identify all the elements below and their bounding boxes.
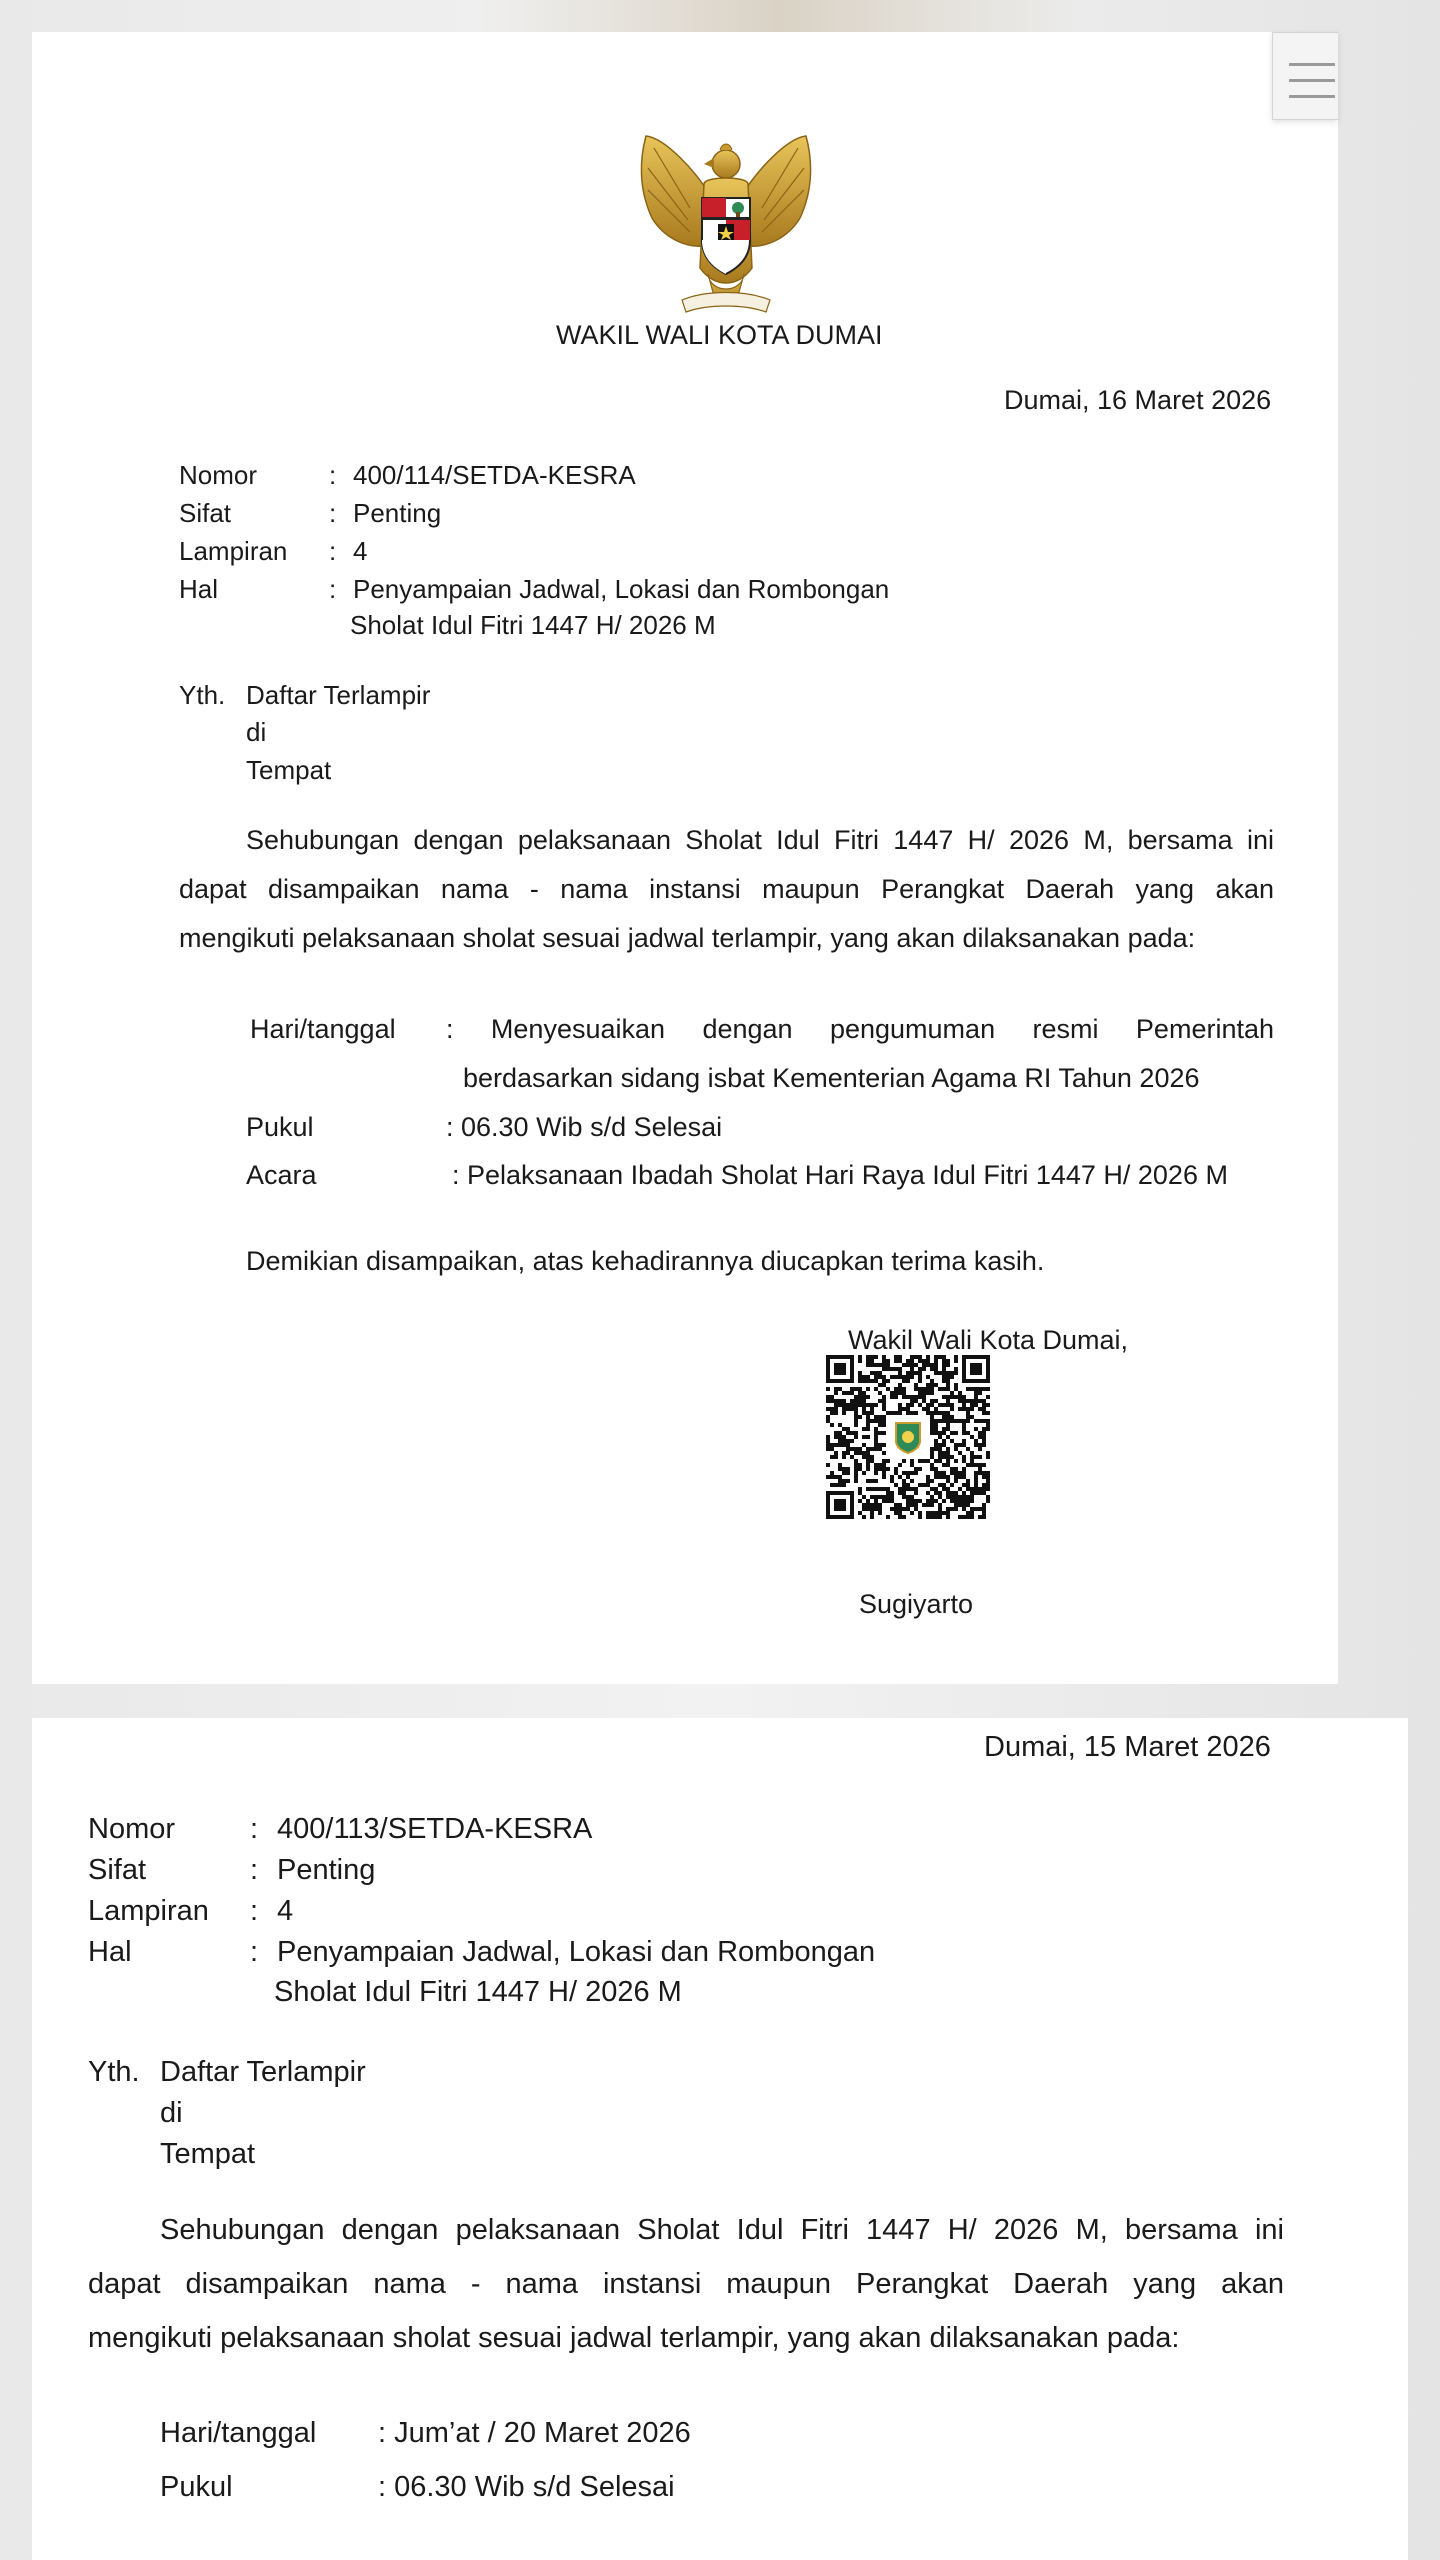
body-line-3-2: mengikuti pelaksanaan sholat sesuai jadwal terlampir, yang akan dilaksanakan pada: (88, 2322, 1180, 2354)
meta-value-sifat-2: Penting (277, 1854, 376, 1886)
signer-title: Wakil Wali Kota Dumai, (848, 1325, 1129, 1355)
meta-value-lampiran-2: 4 (277, 1895, 294, 1927)
meta-label-sifat: Sifat (179, 498, 232, 528)
body-line-3: mengikuti pelaksanaan sholat sesuai jadwal terlampir, yang akan dilaksanakan pada: (179, 923, 1196, 953)
meta-label-nomor: Nomor (179, 460, 258, 490)
meta-value-nomor-2: 400/113/SETDA-KESRA (277, 1813, 593, 1845)
meta-label-hal-2: Hal (88, 1936, 132, 1968)
addressee-tempat: Tempat (246, 755, 332, 785)
meta-colon: : (250, 1936, 259, 1968)
meta-label-lampiran-2: Lampiran (88, 1895, 209, 1927)
meta-label-nomor-2: Nomor (88, 1813, 176, 1845)
meta-value-sifat: Penting (353, 498, 442, 528)
schedule-value-acara: : Pelaksanaan Ibadah Sholat Hari Raya Idul Fitri 1447 H/ 2026 M (452, 1160, 1228, 1190)
menu-icon (1289, 95, 1335, 98)
body-line-2-2: dapat disampaikan nama - nama instansi maupun Perangkat Daerah yang akan (88, 2268, 1284, 2300)
schedule-label-pukul: Pukul (246, 1112, 314, 1142)
addressee-prefix-2: Yth. (88, 2056, 140, 2088)
meta-value-hal-line2-2: Sholat Idul Fitri 1447 H/ 2026 M (274, 1976, 682, 2008)
qr-code-icon (826, 1355, 990, 1519)
meta-value-nomor: 400/114/SETDA-KESRA (353, 460, 636, 490)
letter-date: Dumai, 16 Maret 2026 (1004, 385, 1272, 415)
schedule-value-hari-2: : Jum’at / 20 Maret 2026 (378, 2417, 691, 2449)
top-strip (480, 0, 1080, 32)
meta-value-hal-2: Penyampaian Jadwal, Lokasi dan Rombongan (277, 1936, 876, 1968)
menu-icon (1289, 63, 1335, 66)
meta-label-lampiran: Lampiran (179, 536, 288, 566)
schedule-value-pukul: : 06.30 Wib s/d Selesai (446, 1112, 723, 1142)
meta-colon: : (329, 498, 337, 528)
addressee-prefix: Yth. (179, 680, 226, 710)
addressee-di: di (246, 717, 267, 747)
signer-name: Sugiyarto (859, 1589, 974, 1619)
meta-value-hal-line2: Sholat Idul Fitri 1447 H/ 2026 M (350, 610, 716, 640)
garuda-emblem-icon (634, 128, 818, 318)
body-line-1: Sehubungan dengan pelaksanaan Sholat Idul Fitri 1447 H/ 2026 M, bersama ini (246, 825, 1274, 855)
meta-colon: : (250, 1895, 259, 1927)
schedule-label-acara: Acara (246, 1160, 317, 1190)
letter-heading: WAKIL WALI KOTA DUMAI (556, 320, 883, 350)
meta-colon: : (329, 460, 337, 490)
meta-value-hal: Penyampaian Jadwal, Lokasi dan Rombongan (353, 574, 890, 604)
schedule-value-pukul-2: : 06.30 Wib s/d Selesai (378, 2471, 675, 2503)
meta-label-hal: Hal (179, 574, 219, 604)
meta-colon: : (329, 536, 337, 566)
schedule-value-hari: : Menyesuaikan dengan pengumuman resmi Pemerintah (446, 1014, 1274, 1044)
letter-date-2: Dumai, 15 Maret 2026 (984, 1731, 1271, 1763)
meta-colon: : (250, 1813, 259, 1845)
schedule-label-pukul-2: Pukul (160, 2471, 233, 2503)
body-line-1-2: Sehubungan dengan pelaksanaan Sholat Idul Fitri 1447 H/ 2026 M, bersama ini (160, 2214, 1284, 2246)
closing-line: Demikian disampaikan, atas kehadirannya diucapkan terima kasih. (246, 1246, 1045, 1276)
schedule-label-hari-2: Hari/tanggal (160, 2417, 317, 2449)
menu-icon (1289, 79, 1335, 82)
addressee-di-2: di (160, 2097, 183, 2129)
meta-colon: : (250, 1854, 259, 1886)
addressee-name: Daftar Terlampir (246, 680, 431, 710)
addressee-name-2: Daftar Terlampir (160, 2056, 366, 2088)
meta-colon: : (329, 574, 337, 604)
schedule-value-hari-line2: berdasarkan sidang isbat Kementerian Agama RI Tahun 2026 (463, 1063, 1200, 1093)
body-line-2: dapat disampaikan nama - nama instansi maupun Perangkat Daerah yang akan (179, 874, 1274, 904)
addressee-tempat-2: Tempat (160, 2138, 256, 2170)
menu-button[interactable] (1272, 32, 1338, 120)
meta-value-lampiran: 4 (353, 536, 368, 566)
meta-label-sifat-2: Sifat (88, 1854, 147, 1886)
schedule-label-hari: Hari/tanggal (250, 1014, 396, 1044)
